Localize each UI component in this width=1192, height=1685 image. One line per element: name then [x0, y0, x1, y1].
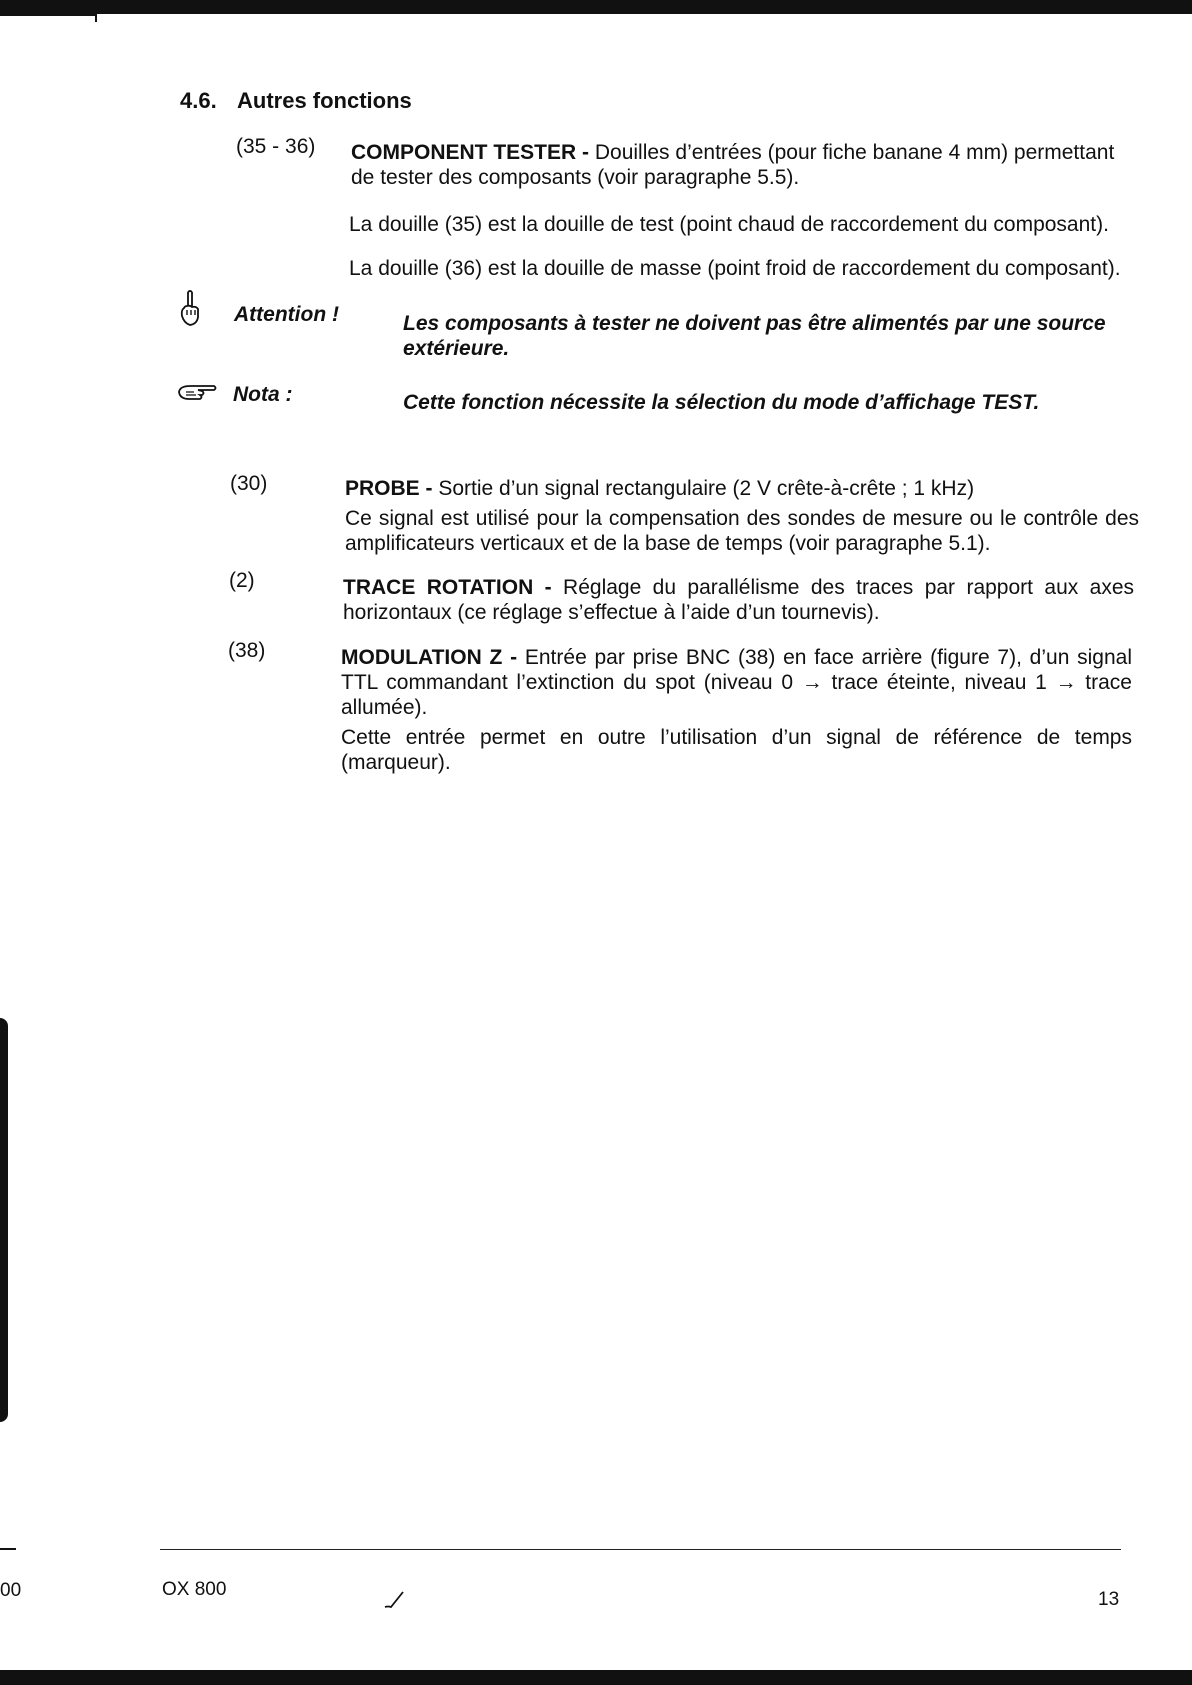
scan-border-top: [0, 0, 1192, 14]
modulation-z-label: MODULATION Z -: [341, 646, 518, 669]
nota-text: Cette fonction nécessite la sélection du mode d’affichage TEST.: [403, 391, 1040, 414]
scan-mark-top-left: [0, 14, 96, 16]
probe-label: PROBE -: [345, 477, 433, 500]
ref-probe: (30): [230, 472, 268, 495]
modulation-z-description: Cette entrée permet en outre l’utilisation d’un signal de référence de temps (marqueur).: [341, 726, 1132, 774]
probe-text: Sortie d’un signal rectangulaire (2 V crête-à-crête ; 1 kHz): [432, 477, 975, 500]
scan-mark-top-left-tick: [95, 14, 97, 22]
pointing-hand-right-icon: [176, 380, 218, 402]
footer-left-number: 00: [0, 1580, 22, 1601]
section-heading: [180, 88, 412, 114]
ref-trace-rotation: (2): [229, 569, 255, 592]
pen-stroke-mark: [383, 1590, 407, 1610]
scan-left-line: [0, 1548, 16, 1550]
component-tester-label: COMPONENT TESTER -: [351, 141, 590, 164]
scan-left-binding-edge: [0, 1018, 8, 1422]
attention-label: Attention !: [234, 303, 339, 326]
section-title: Autres fonctions: [237, 88, 412, 113]
trace-rotation-label: TRACE ROTATION -: [343, 576, 552, 599]
ref-component-tester: (35 - 36): [236, 135, 316, 158]
socket-35-line: La douille (35) est la douille de test (point chaud de raccordement du composant).: [349, 213, 1109, 236]
trace-rotation-text: Réglage du parallélisme des traces par rapport aux axes horizontaux (ce réglage s’effectue à l’aide d’un tournevis).: [343, 576, 1134, 624]
pointing-hand-up-icon: [178, 290, 202, 328]
probe-paragraph: [345, 476, 1145, 501]
probe-description: Ce signal est utilisé pour la compensation des sondes de mesure ou le contrôle des amplificateurs verticaux et de la base de temps (voir paragraphe 5.1).: [345, 507, 1139, 555]
footer-rule: [160, 1549, 1121, 1550]
socket-36-line: La douille (36) est la douille de masse (point froid de raccordement du composant).: [349, 257, 1121, 280]
page-number: 13: [1098, 1589, 1120, 1610]
footer-model: OX 800: [162, 1579, 227, 1600]
modulation-z-paragraph: [341, 645, 1132, 720]
ref-modulation-z: (38): [228, 639, 266, 662]
scan-border-bottom: [0, 1670, 1192, 1685]
modulation-z-text: Entrée par prise BNC (38) en face arrière (figure 7), d’un signal TTL commandant l’extinction du spot (niveau 0 → trace éteinte, niveau 1 → trace allumée).: [341, 646, 1132, 719]
attention-text: Les composants à tester ne doivent pas être alimentés par une source extérieure.: [403, 312, 1106, 360]
trace-rotation-paragraph: [343, 575, 1134, 625]
nota-label: Nota :: [233, 383, 293, 406]
component-tester-paragraph: [351, 140, 1143, 190]
section-number: 4.6.: [180, 88, 217, 113]
component-tester-text: Douilles d’entrées (pour fiche banane 4 mm) permettant de tester des composants (voir paragraphe 5.5).: [351, 141, 1115, 189]
